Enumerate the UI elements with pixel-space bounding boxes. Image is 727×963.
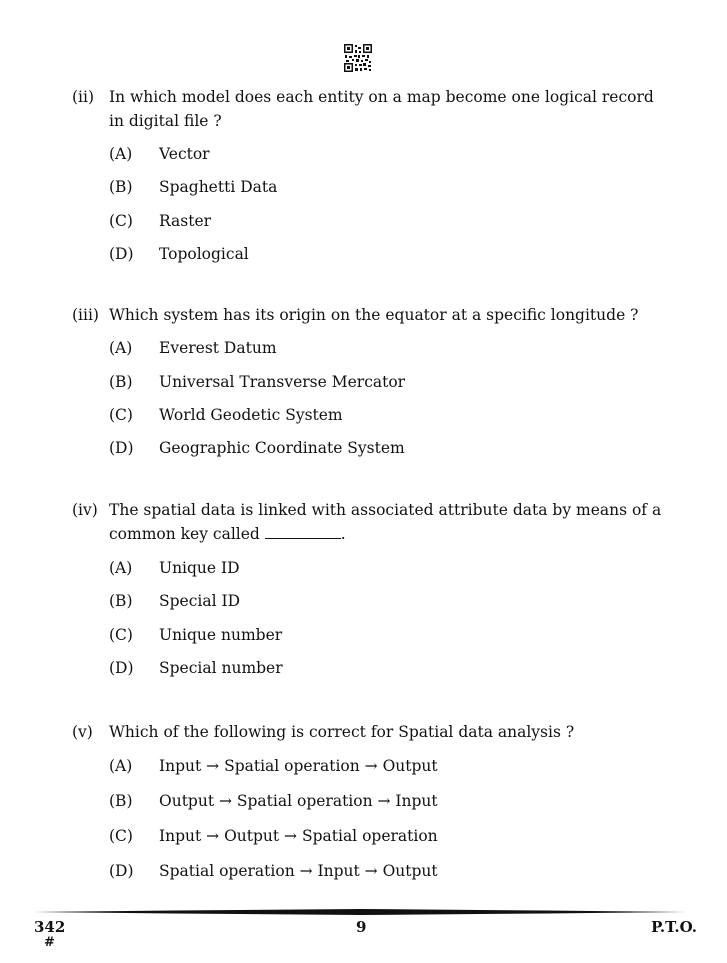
option-text: Input → Spatial operation → Output	[159, 757, 438, 775]
option-c[interactable]	[109, 623, 669, 647]
option-label: (A)	[109, 559, 133, 577]
please-turn-over: P.T.O.	[651, 918, 697, 936]
option-text: Topological	[159, 245, 249, 263]
question-number: (iv)	[72, 501, 98, 519]
option-label: (C)	[109, 626, 133, 644]
fill-in-blank	[265, 523, 341, 539]
qr-code-icon	[344, 44, 372, 72]
option-d[interactable]	[109, 436, 669, 460]
option-b[interactable]	[109, 789, 669, 813]
option-text: Vector	[159, 145, 210, 163]
option-c[interactable]	[109, 403, 669, 427]
paper-hash: #	[44, 935, 55, 950]
option-b[interactable]	[109, 175, 669, 199]
option-text: Unique ID	[159, 559, 240, 577]
option-d[interactable]	[109, 656, 669, 680]
option-text: Output → Spatial operation → Input	[159, 792, 438, 810]
option-b[interactable]	[109, 370, 669, 394]
option-text: Special ID	[159, 592, 241, 610]
option-label: (B)	[109, 592, 133, 610]
option-text: Geographic Coordinate System	[159, 439, 405, 457]
footer-divider	[34, 908, 686, 916]
option-c[interactable]	[109, 209, 669, 233]
option-label: (B)	[109, 178, 133, 196]
option-label: (C)	[109, 827, 133, 845]
option-label: (A)	[109, 145, 133, 163]
option-text: Spatial operation → Input → Output	[159, 862, 438, 880]
option-a[interactable]	[109, 142, 669, 166]
option-label: (D)	[109, 439, 134, 457]
question-text-line2: common key called	[109, 525, 260, 543]
option-text: World Geodetic System	[159, 406, 343, 424]
option-a[interactable]	[109, 754, 669, 778]
option-b[interactable]	[109, 589, 669, 613]
option-c[interactable]	[109, 824, 669, 848]
option-label: (A)	[109, 339, 133, 357]
option-text: Spaghetti Data	[159, 178, 278, 196]
option-label: (A)	[109, 757, 133, 775]
option-text: Raster	[159, 212, 212, 230]
paper-code: 342	[34, 918, 66, 936]
option-a[interactable]	[109, 336, 669, 360]
question-text-line1: The spatial data is linked with associated attribute data by means of a	[109, 501, 662, 519]
option-text: Universal Transverse Mercator	[159, 373, 406, 391]
page-number: 9	[356, 918, 367, 936]
option-text: Input → Output → Spatial operation	[159, 827, 438, 845]
option-label: (B)	[109, 792, 133, 810]
option-a[interactable]	[109, 556, 669, 580]
option-label: (B)	[109, 373, 133, 391]
question-text: Which system has its origin on the equator at a specific longitude ?	[109, 306, 639, 324]
option-text: Unique number	[159, 626, 283, 644]
option-text: Special number	[159, 659, 283, 677]
option-label: (C)	[109, 406, 133, 424]
question-text	[109, 498, 669, 546]
option-label: (D)	[109, 245, 134, 263]
question-number: (v)	[72, 723, 93, 741]
option-d[interactable]	[109, 859, 669, 883]
option-d[interactable]	[109, 242, 669, 266]
question-text-end: .	[340, 525, 346, 543]
question-text: In which model does each entity on a map become one logical record in digital file ?	[109, 88, 654, 130]
option-label: (D)	[109, 862, 134, 880]
question-text: Which of the following is correct for Spatial data analysis ?	[109, 723, 575, 741]
option-text: Everest Datum	[159, 339, 277, 357]
option-label: (C)	[109, 212, 133, 230]
question-number: (iii)	[72, 306, 99, 324]
question-number: (ii)	[72, 88, 95, 106]
option-label: (D)	[109, 659, 134, 677]
